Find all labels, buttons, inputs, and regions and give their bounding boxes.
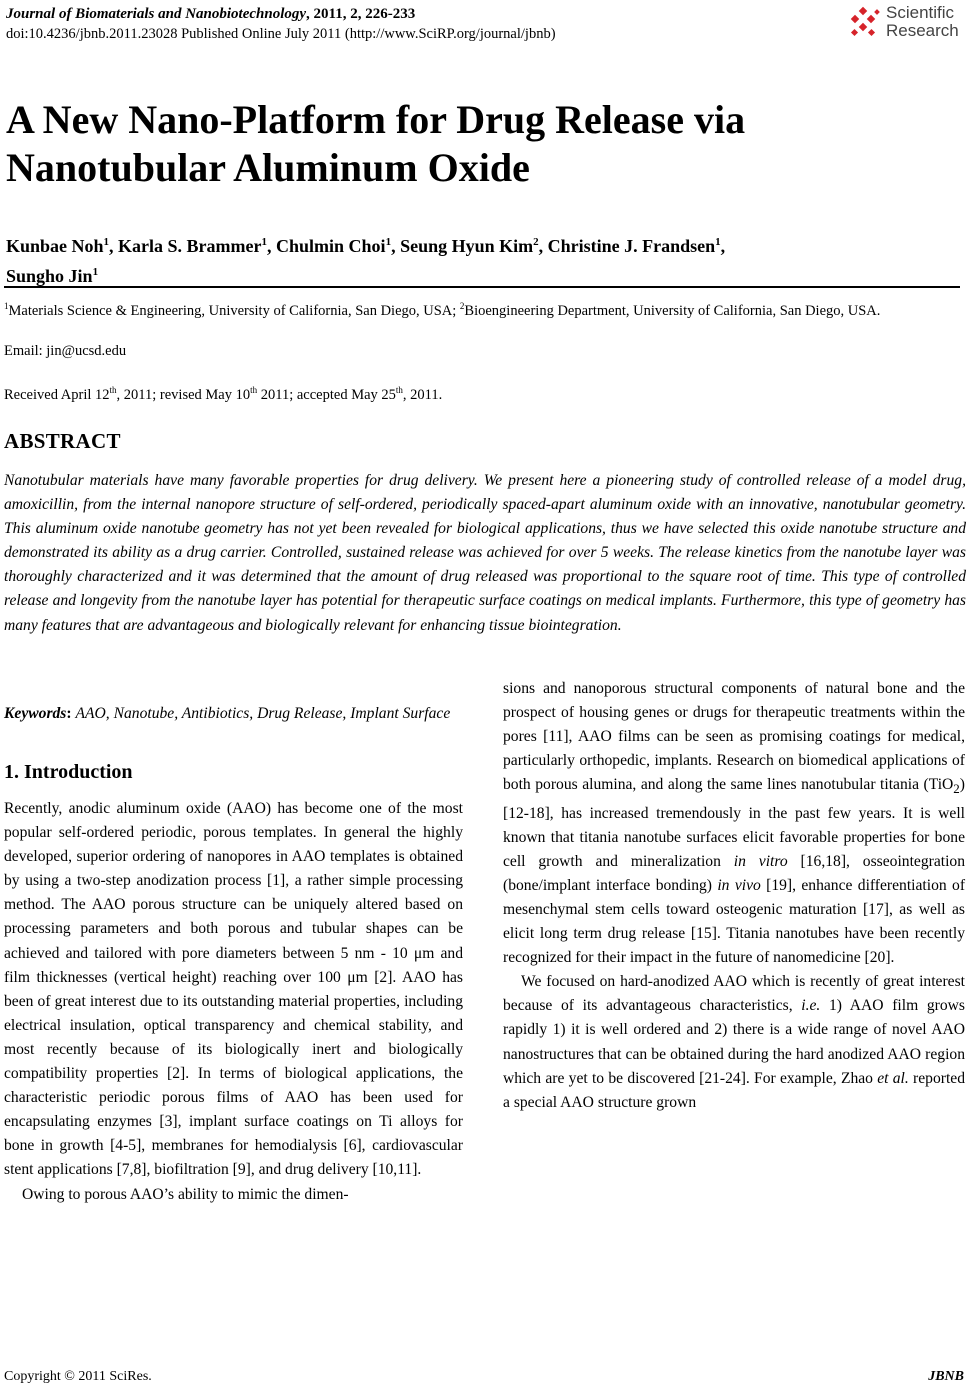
author-list: Kunbae Noh$^1$, Karla S. Brammer$^1$, Chulmin Choi$^1$, Seung Hyun Kim$^2$, Christine J. Frandsen$^1$, Sungho Jin$^1$: [6, 236, 726, 286]
abstract-text: Nanotubular materials have many favorable properties for drug delivery. We present here a pioneering study of controlled release of a model drug, amoxicillin, from the internal nanopore structure of self-ordered, periodically spaced-apart aluminum oxide with an innovative, nanotubular geometry. This aluminum oxide nanotube geometry has not yet been revealed for biological applications, thus we have selected this oxide nanotube structure and demonstrated its ability as a drug carrier. Controlled, sustained release was achieved for over 5 weeks. The release kinetics from the nanotube layer was thoroughly characterized and it was determined that the amount of drug released was proportional to the square root of time. This type of controlled release and longevity from the nanotube layer has potential for therapeutic surface coatings on medical implants. Furthermore, this type of geometry has many features that are advantageous and biologically relevant for enhancing tissue biointegration.: [4, 472, 966, 634]
author-affil: 1: [715, 236, 721, 248]
italic-term: in vivo: [717, 876, 761, 894]
author-affil: 2: [533, 236, 539, 248]
body-column-right: [503, 677, 965, 1115]
text-run: reported a special AAO structure grown: [503, 1069, 966, 1111]
paragraph: Owing to porous AAO’s ability to mimic the dimen-: [22, 1185, 349, 1203]
author-name: Karla S. Brammer: [118, 236, 262, 256]
paragraph: [503, 677, 965, 970]
title-line-2: Nanotubular Aluminum Oxide: [6, 145, 530, 190]
subscript: 2: [953, 781, 960, 797]
logo-text-top: Scientific: [886, 3, 955, 22]
date-text: Received April 12: [4, 386, 110, 403]
publisher-logo: [848, 2, 966, 44]
scientific-research-logo-icon: [848, 6, 882, 40]
paragraph: [503, 970, 965, 1115]
logo-text-bottom: Research: [886, 21, 959, 40]
received-dates: [4, 380, 442, 405]
journal-citation: [6, 4, 556, 24]
doi-line: doi:10.4236/jbnb.2011.23028 Published Online July 2011 (http://www.SciRP.org/journal/jbnb): [6, 26, 556, 42]
paper-title: [6, 96, 946, 192]
date-ordinal: th: [250, 385, 258, 395]
italic-term: i.e.: [801, 997, 821, 1015]
date-ordinal: th: [109, 385, 117, 395]
keywords-label: Keywords: [4, 705, 67, 722]
paragraph: Recently, anodic aluminum oxide (AAO) has become one of the most popular self-ordered periodic, porous templates. In general the highly developed, superior ordering of nanopores in AAO templates is obtained by using a two-step anodization process [1], a rather simple processing method. The AAO porous structure can be uniquely altered based on processing parameters and both porous and tubular shapes can be achieved and tailored with pore diameters between 5 nm - 10 μm and film thicknesses (vertical height) reaching over 100 μm [2]. AAO has been of great interest due to its outstanding material properties, including electrical insulation, optical transparency and chemical stability, and most recently because of its biologically inert and biologically compatibility properties [2]. In terms of biological applications, the characteristic periodic porous films of AAO has been used for encapsulating enzymes [3], implant surface coatings on Ti alloys for bone in growth [4-5], membranes for hemodialysis [6], cardiovascular stent applications [7,8], biofiltration [9], and drug delivery [10,11].: [4, 800, 463, 1179]
copyright-footer: Copyright © 2011 SciRes.: [4, 1369, 152, 1384]
author-affil: 1: [103, 236, 110, 248]
journal-abbrev-footer: JBNB: [928, 1369, 964, 1384]
author-affil: 1: [385, 236, 392, 248]
text-run: 1) AAO film grows rapidly 1) it is well ordered and 2) there is a wide range of novel AAO nanostructures that can be obtained during the hard anodized AAO region which are yet to be discovered [21-24]. For example, Zhao: [503, 997, 965, 1087]
text-run: [16,18], osseointegration (bone/implant interface bonding): [503, 852, 966, 894]
text-run: sions and nanoporous structural components of natural bone and the prospect of housing genes or drugs for therapeutic treatments within the pores [11], AAO films can be seen as promising coatings for medical, particularly orthopedic, implants. Research on biomedical applications of both porous alumina, and along the same lines nanotubular titania (TiO: [503, 680, 965, 794]
journal-volume: , 2011, 2, 226-233: [306, 6, 416, 22]
author-name: Kunbae Noh: [6, 236, 104, 256]
header-divider: [4, 286, 960, 288]
keywords-values: AAO, Nanotube, Antibiotics, Drug Release, Implant Surface: [75, 705, 451, 722]
running-header: [6, 4, 556, 44]
author-name: Chulmin Choi: [276, 236, 386, 256]
date-text: , 2011.: [402, 386, 443, 403]
italic-term: in vitro: [733, 852, 788, 870]
journal-name: Journal of Biomaterials and Nanobiotechnology: [6, 6, 307, 22]
author-affil: 1: [92, 266, 99, 278]
author-name: Seung Hyun Kim: [400, 236, 534, 256]
text-run: [19], enhance differentiation of mesenchymal stem cells toward osteogenic maturation [17], as well as elicit long term drug release [15]. Titania nanotubes have been recently recognized for their impact in the future of nanomedicine [20].: [503, 876, 966, 967]
author-name: Christine J. Frandsen: [547, 236, 716, 256]
author-affil: 1: [261, 236, 268, 248]
body-column-left: [4, 797, 463, 1207]
text-run: ) [12-18], has increased tremendously in the past few years. It is well known that titania nanotube surfaces elicit favorable properties for bone cell growth and mineralization: [503, 776, 965, 870]
keywords-line: Keywords: AAO, Nanotube, Antibiotics, Drug Release, Implant Surface: [4, 705, 451, 722]
affiliations: [4, 296, 966, 322]
date-text: , 2011; revised May 10: [116, 386, 251, 403]
affil-text: Bioengineering Department, University of California, San Diego, USA.: [464, 302, 881, 319]
text-run: We focused on hard-anodized AAO which is recently of great interest because of its advantageous characteristics,: [503, 973, 965, 1015]
affil-marker: 1: [4, 301, 9, 311]
italic-term: et al.: [877, 1069, 909, 1087]
affil-marker: 2: [459, 301, 465, 311]
date-text: 2011; accepted May 25: [257, 386, 396, 403]
author-name: Sungho Jin: [6, 266, 93, 286]
abstract-heading: ABSTRACT: [4, 429, 121, 453]
affil-text: Materials Science & Engineering, University of California, San Diego, USA;: [8, 302, 460, 319]
email-line: Email: jin@ucsd.edu: [4, 343, 127, 359]
section-heading: 1. Introduction: [4, 761, 133, 783]
title-line-1: A New Nano-Platform for Drug Release via: [6, 97, 746, 142]
date-ordinal: th: [395, 385, 403, 395]
